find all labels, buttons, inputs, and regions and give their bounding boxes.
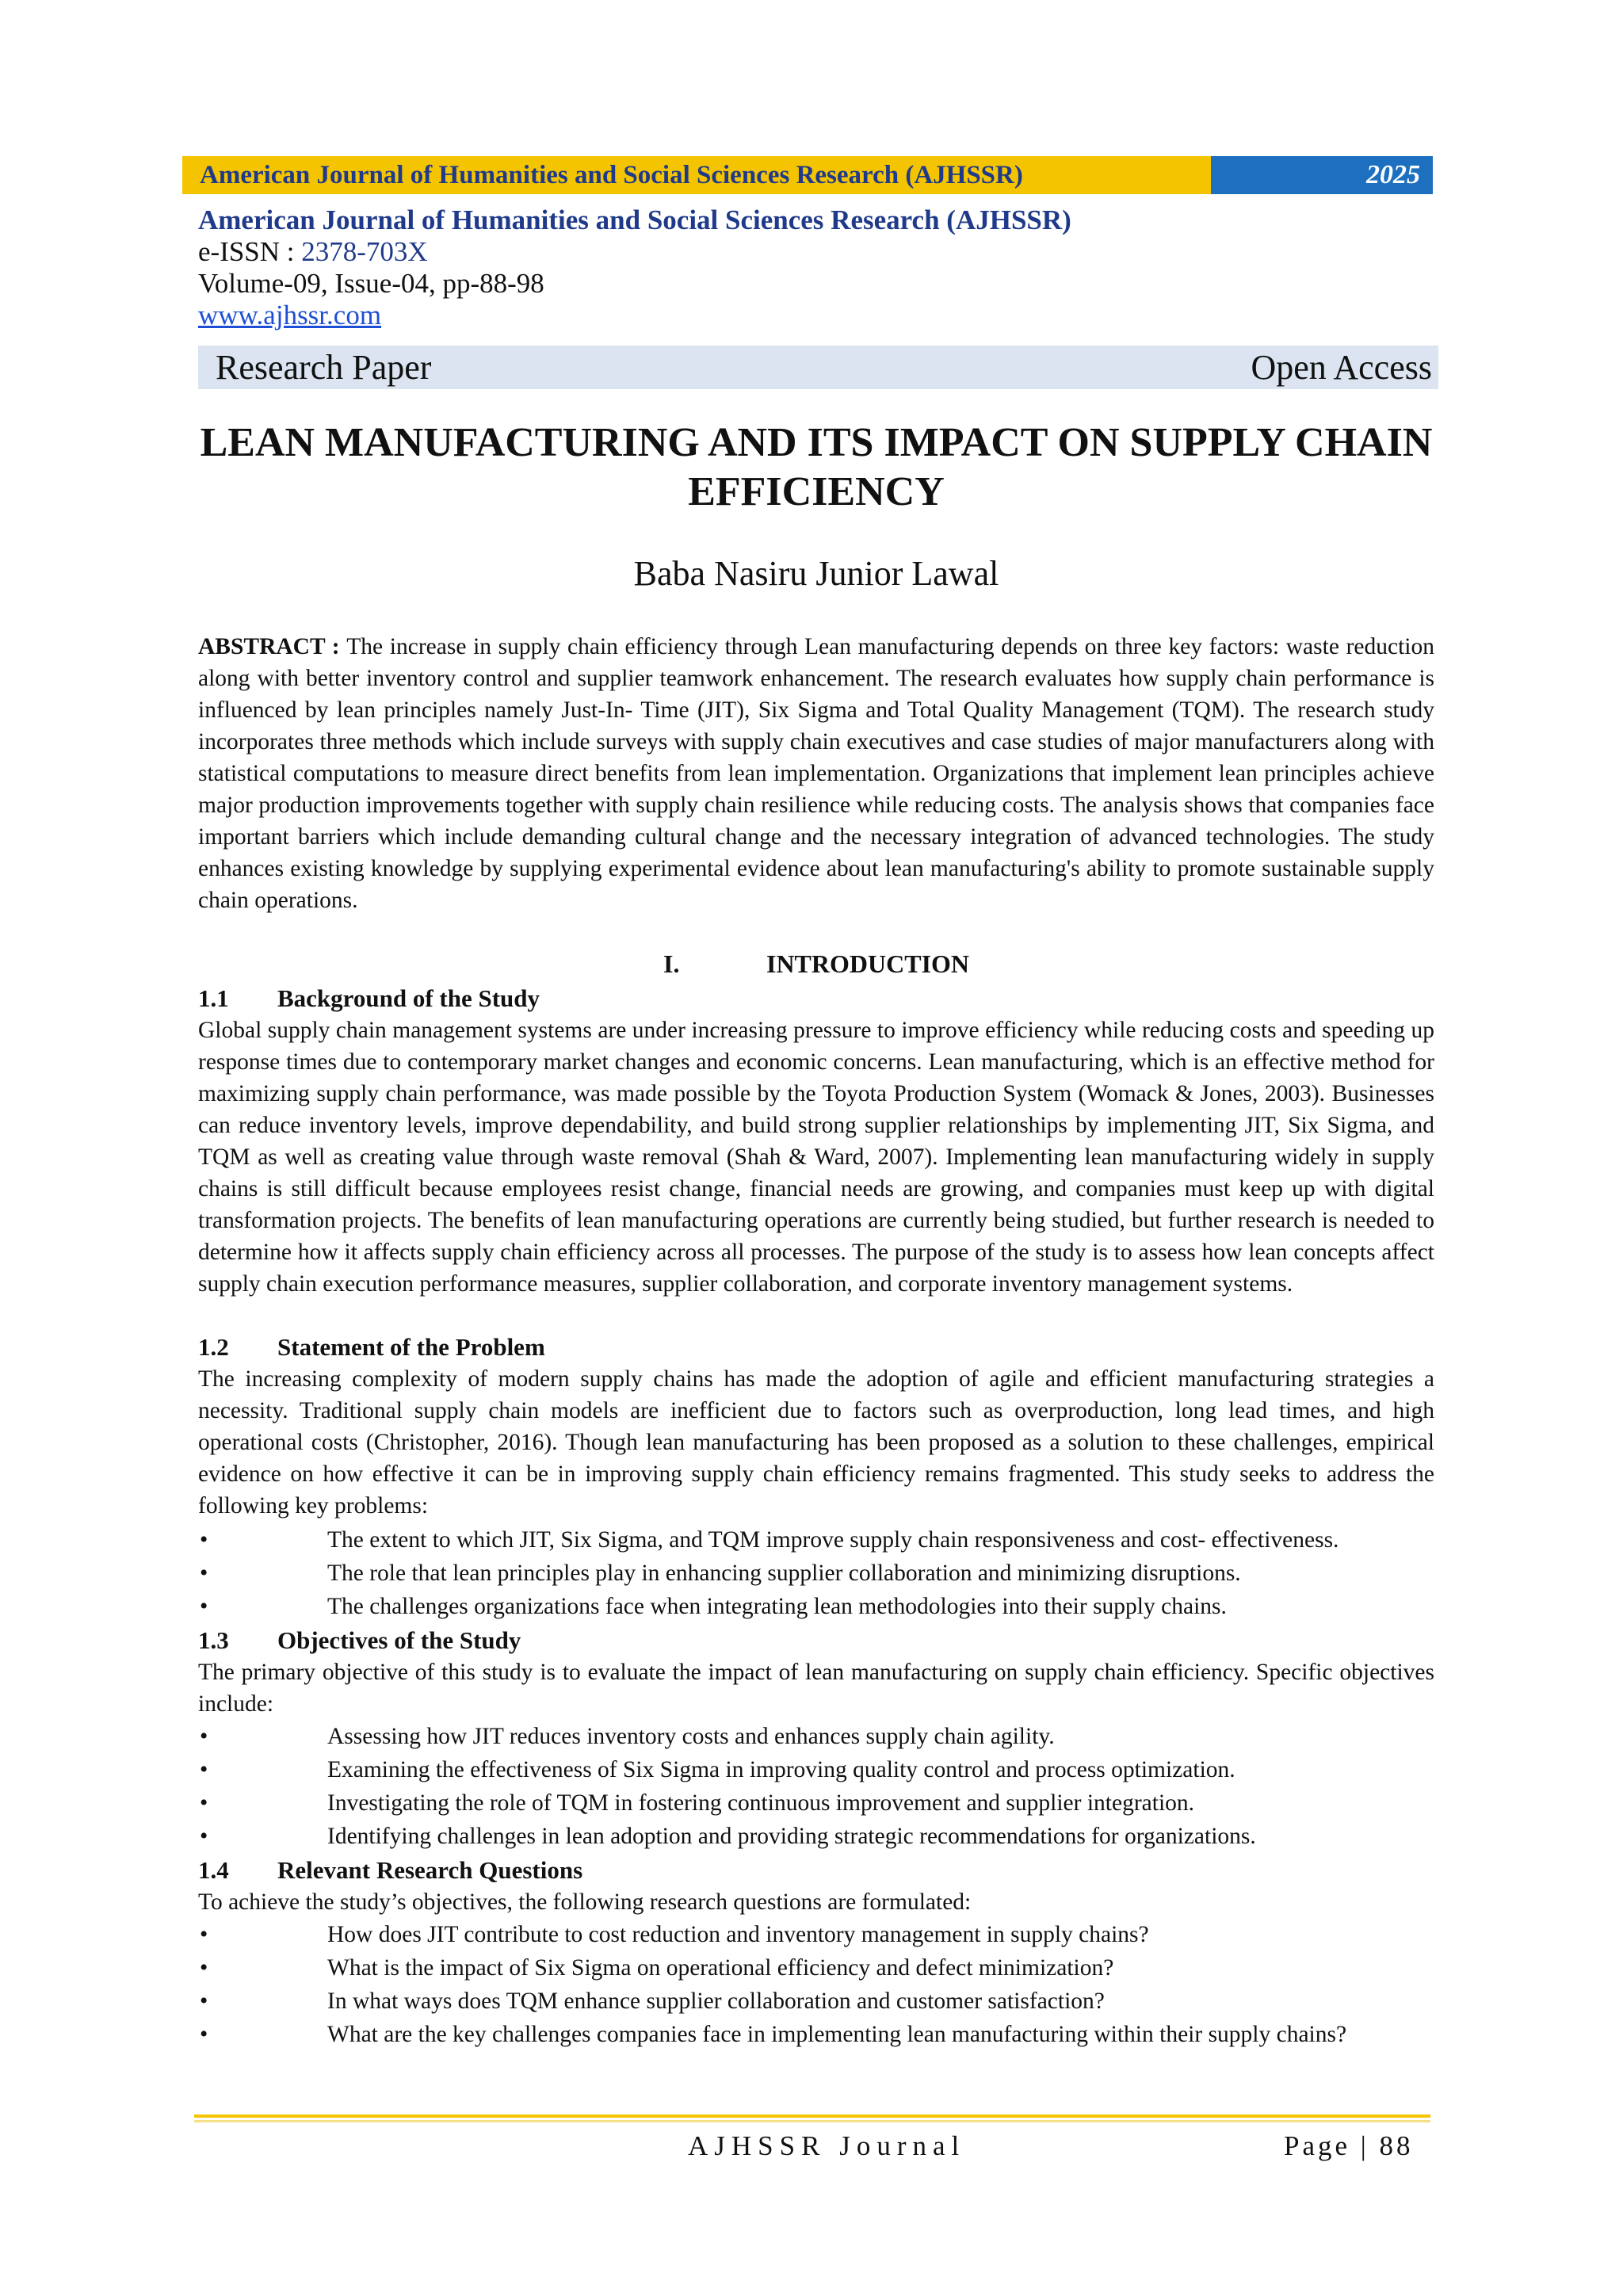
list-item: • What is the impact of Six Sigma on operational efficiency and defect minimization? xyxy=(198,1951,1434,1985)
list-item: • In what ways does TQM enhance supplier collaboration and customer satisfaction? xyxy=(198,1985,1434,2018)
questions-list xyxy=(198,1918,1434,2051)
background-paragraph: Global supply chain management systems are under increasing pressure to improve efficiency while reducing costs and speeding up response times due to contemporary market changes and economic concerns. Lean manufacturing, which is an effective method for maximizing supply chain performance, was made possible by the Toyota Production System (Womack & Jones, 2003). Businesses can reduce inventory levels, improve dependability, and build strong supplier relationships by implementing JIT, Six Sigma, and TQM as well as creating value through waste removal (Shah & Ward, 2007). Implementing lean manufacturing widely in supply chains is still difficult because employees resist change, financial needs are growing, and companies must keep up with digital transformation projects. The benefits of lean manufacturing operations are currently being studied, but further research is needed to determine how it affects supply chain efficiency across all processes. The purpose of the study is to assess how lean concepts affect supply chain execution performance measures, supplier collaboration, and corporate inventory management systems. xyxy=(198,1018,1434,1297)
bullet-icon: • xyxy=(200,1790,208,1816)
abstract xyxy=(198,631,1434,916)
subsection-title: Relevant Research Questions xyxy=(277,1856,583,1884)
bullet-icon: • xyxy=(200,1724,208,1749)
subsection-heading-1-1 xyxy=(198,983,540,1014)
bullet-icon: • xyxy=(200,1757,208,1782)
volume-line: Volume-09, Issue-04, pp-88-98 xyxy=(198,268,544,299)
list-item: • The role that lean principles play in enhancing supplier collaboration and minimizing disruptions. xyxy=(198,1557,1434,1590)
journal-name: American Journal of Humanities and Social Sciences Research (AJHSSR) xyxy=(198,204,1071,235)
abstract-text: The increase in supply chain efficiency through Lean manufacturing depends on three key factors: waste reduction along with better inventory control and supplier teamwork enhancement. The research evaluates how supply chain performance is influenced by lean principles namely Just-In- Time (JIT), Six Sigma and Total Quality Management (TQM). The research study incorporates three methods which include surveys with supply chain executives and case studies of major manufacturers along with statistical computations to measure direct benefits from lean implementation. Organizations that implement lean principles achieve major production improvements together with supply chain resilience while reducing costs. The analysis shows that companies face important barriers which include demanding cultural change and the necessary integration of advanced technologies. The study enhances existing knowledge by supplying experimental evidence about lean manufacturing's ability to promote sustainable supply chain operations. xyxy=(198,634,1434,913)
objectives-paragraph: The primary objective of this study is to evaluate the impact of lean manufacturing on supply chain efficiency. Specific objectives include: xyxy=(198,1660,1434,1717)
website-link[interactable]: www.ajhssr.com xyxy=(198,300,382,330)
subsection-number: 1.2 xyxy=(198,1333,229,1361)
paper-author: Baba Nasiru Junior Lawal xyxy=(633,554,999,593)
bullet-icon: • xyxy=(200,1594,208,1619)
section-heading-introduction xyxy=(198,949,1434,979)
header-year: 2025 xyxy=(1211,156,1433,194)
subsection-heading-1-4 xyxy=(198,1855,582,1886)
abstract-label: ABSTRACT : xyxy=(198,634,347,659)
journal-meta xyxy=(198,204,1071,331)
subsection-title: Objectives of the Study xyxy=(277,1626,521,1654)
subsection-heading-1-2 xyxy=(198,1331,545,1363)
list-item: • The challenges organizations face when integrating lean methodologies into their supply chains. xyxy=(198,1590,1434,1623)
issn-line xyxy=(198,236,1071,268)
bullet-icon: • xyxy=(200,1922,208,1947)
bullet-icon: • xyxy=(200,1955,208,1981)
problem-paragraph: The increasing complexity of modern supply chains has made the adoption of agile and efficient manufacturing strategies a necessity. Traditional supply chain models are inefficient due to factors such as overproduction, long lead times, and high operational costs (Christopher, 2016). Though lean manufacturing has been proposed as a solution to these challenges, empirical evidence on how effective it can be in improving supply chain efficiency remains fragmented. This study seeks to address the following key problems: xyxy=(198,1366,1434,1519)
subsection-number: 1.1 xyxy=(198,984,229,1012)
journal-header-bar xyxy=(182,156,1433,194)
paper-type-strip xyxy=(198,346,1438,389)
list-item: • Identifying challenges in lean adoption and providing strategic recommendations for organizations. xyxy=(198,1820,1434,1853)
paper-title: LEAN MANUFACTURING AND ITS IMPACT ON SUPPLY CHAIN EFFICIENCY xyxy=(200,420,1433,514)
list-item: • Examining the effectiveness of Six Sigma in improving quality control and process optimization. xyxy=(198,1753,1434,1786)
bullet-icon: • xyxy=(200,1988,208,2014)
footer-rule-light xyxy=(194,2120,1430,2122)
list-item: • How does JIT contribute to cost reduction and inventory management in supply chains? xyxy=(198,1918,1434,1951)
list-item: • The extent to which JIT, Six Sigma, and TQM improve supply chain responsiveness and cost- effectiveness. xyxy=(198,1523,1434,1557)
list-item: • Assessing how JIT reduces inventory costs and enhances supply chain agility. xyxy=(198,1720,1434,1753)
problem-list xyxy=(198,1523,1434,1623)
section-title: INTRODUCTION xyxy=(766,949,970,978)
bullet-icon: • xyxy=(200,1824,208,1849)
footer-journal: AJHSSR Journal xyxy=(688,2130,966,2161)
subsection-title: Statement of the Problem xyxy=(277,1333,545,1361)
bullet-icon: • xyxy=(200,1561,208,1586)
questions-paragraph: To achieve the study’s objectives, the following research questions are formulated: xyxy=(198,1889,972,1915)
footer-rule xyxy=(194,2115,1430,2118)
open-access-label: Open Access xyxy=(1251,348,1432,387)
subsection-number: 1.4 xyxy=(198,1856,229,1884)
subsection-number: 1.3 xyxy=(198,1626,229,1654)
section-number: I. xyxy=(663,949,680,978)
subsection-title: Background of the Study xyxy=(277,984,540,1012)
objectives-list xyxy=(198,1720,1434,1853)
subsection-heading-1-3 xyxy=(198,1625,521,1656)
list-item: • Investigating the role of TQM in fostering continuous improvement and supplier integration. xyxy=(198,1786,1434,1820)
header-journal-name: American Journal of Humanities and Social Sciences Research (AJHSSR) xyxy=(182,156,1211,194)
issn-label: e-ISSN : xyxy=(198,236,302,267)
list-item: • What are the key challenges companies face in implementing lean manufacturing within their supply chains? xyxy=(198,2018,1434,2051)
bullet-icon: • xyxy=(200,2022,208,2047)
paper-type-label: Research Paper xyxy=(216,348,432,387)
footer-page-number: Page | 88 xyxy=(1284,2130,1414,2161)
bullet-icon: • xyxy=(200,1527,208,1553)
issn-value: 2378-703X xyxy=(301,236,428,267)
